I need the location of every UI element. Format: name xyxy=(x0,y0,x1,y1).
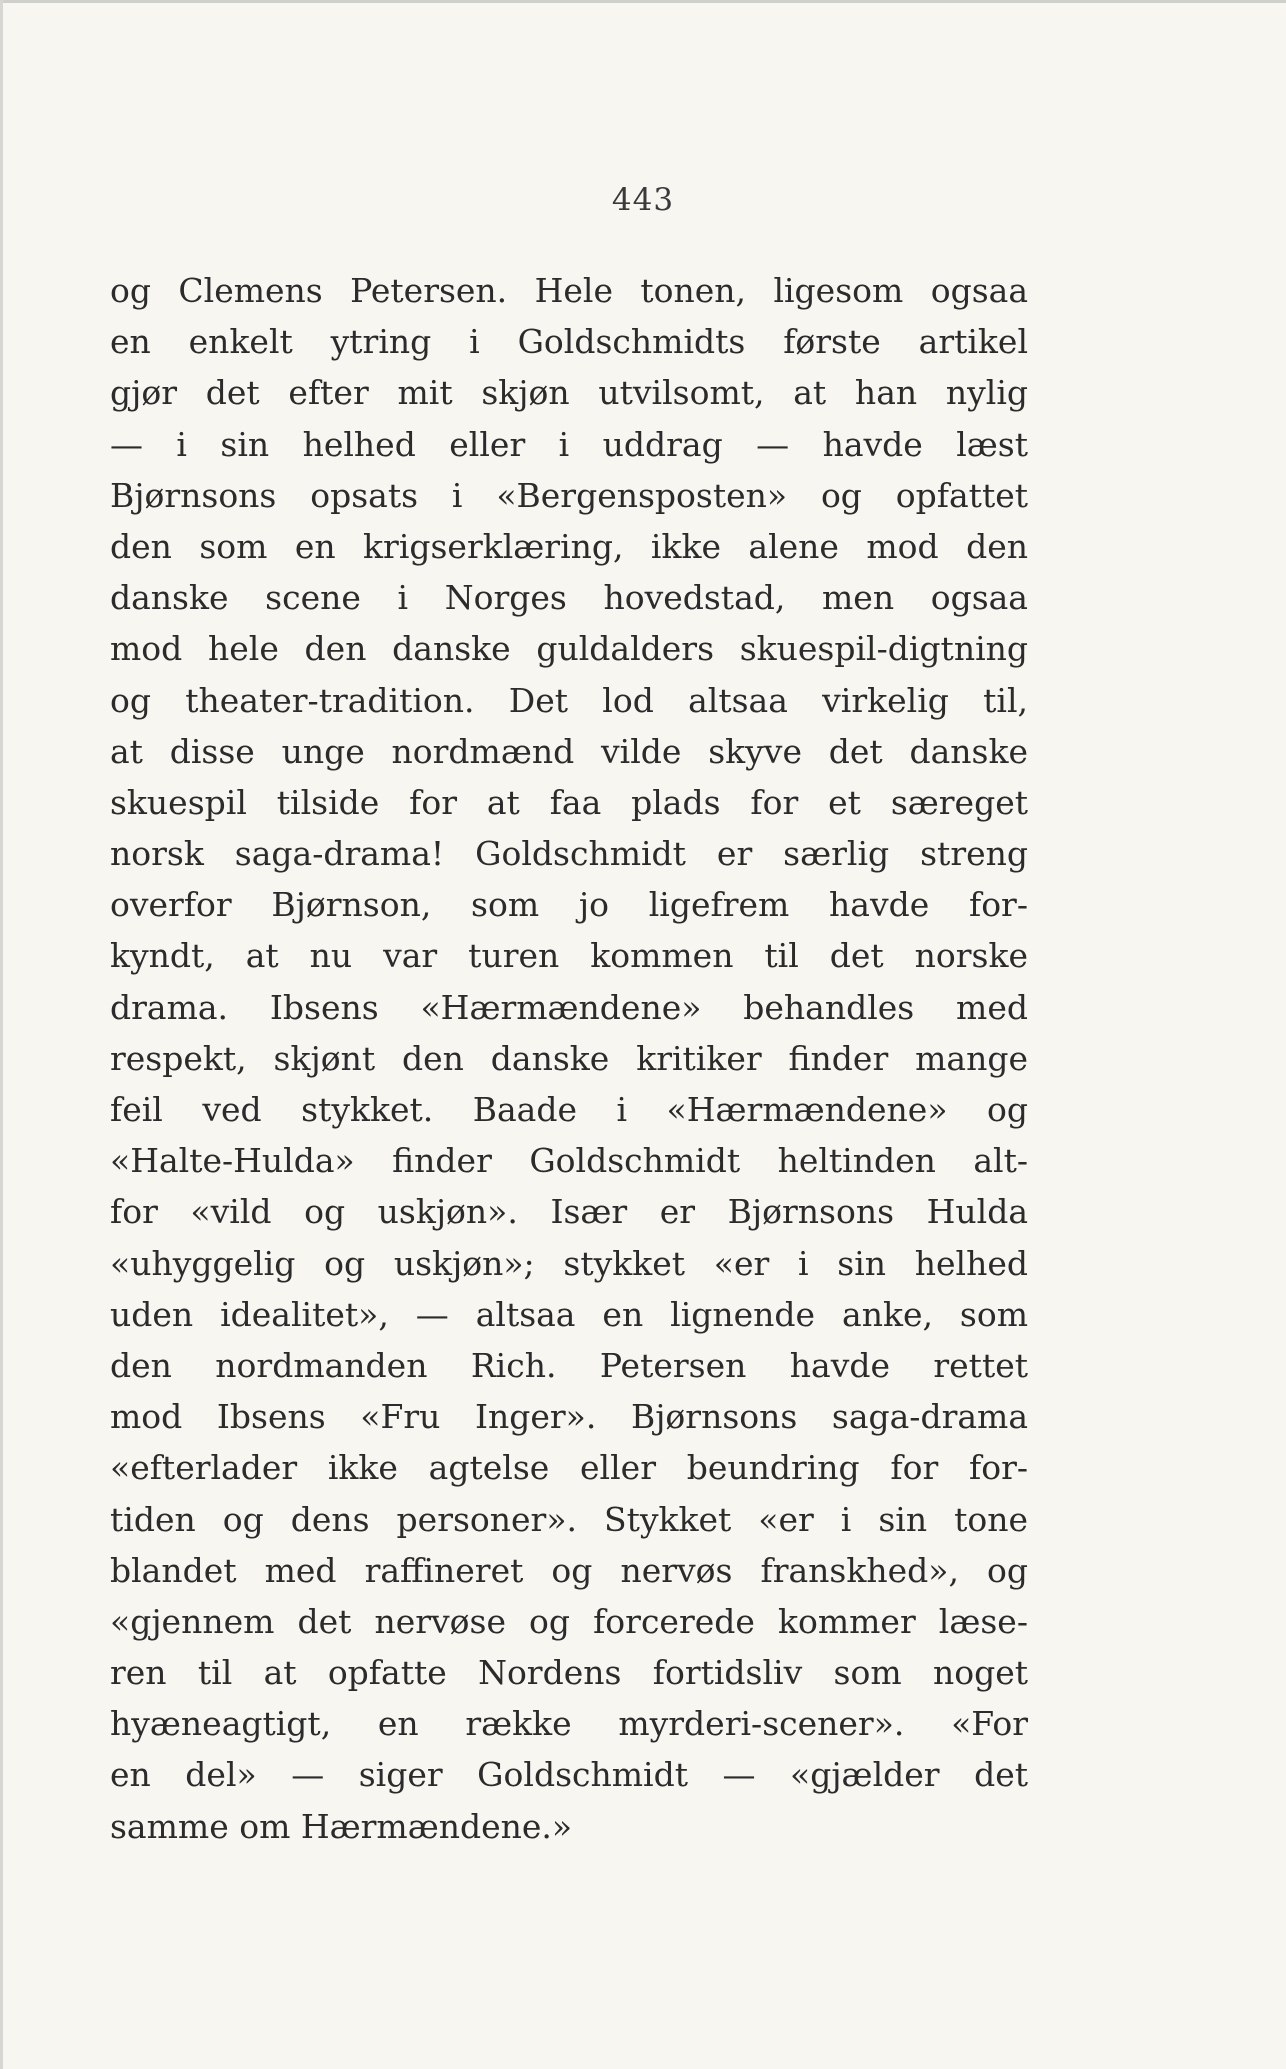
text-line: overfor Bjørnson, som jo ligefrem havde for- xyxy=(110,885,1028,925)
text-line: en del» — siger Goldschmidt — «gjælder det xyxy=(110,1755,1028,1795)
text-line: skuespil tilside for at faa plads for et særeget xyxy=(110,782,1028,822)
text-line: drama. Ibsens «Hærmændene» behandles med xyxy=(110,987,1028,1027)
text-line: mod hele den danske guldalders skuespil-digtning xyxy=(110,629,1028,669)
text-line: gjør det efter mit skjøn utvilsomt, at han nylig xyxy=(110,373,1028,413)
text-line: en enkelt ytring i Goldschmidts første artikel xyxy=(110,322,1028,362)
text-line: samme om Hærmændene.» xyxy=(110,1806,573,1846)
text-line: «efterlader ikke agtelse eller beundring for for- xyxy=(110,1448,1028,1488)
text-line: den som en krigserklæring, ikke alene mod den xyxy=(110,526,1028,566)
text-line: uden idealitet», — altsaa en lignende anke, som xyxy=(110,1294,1028,1334)
text-line: blandet med raffineret og nervøs franskhed», og xyxy=(110,1550,1028,1590)
page-left-edge xyxy=(0,0,3,2069)
text-line: at disse unge nordmænd vilde skyve det danske xyxy=(110,731,1028,771)
text-line: «Halte-Hulda» finder Goldschmidt heltinden alt- xyxy=(110,1141,1028,1181)
text-line: — i sin helhed eller i uddrag — havde læst xyxy=(110,424,1028,464)
text-line: danske scene i Norges hovedstad, men ogsaa xyxy=(110,578,1028,618)
text-line: kyndt, at nu var turen kommen til det norske xyxy=(110,936,1028,976)
text-line: hyæneagtigt, en række myrderi-scener». «For xyxy=(110,1704,1028,1744)
text-line: norsk saga-drama! Goldschmidt er særlig streng xyxy=(110,834,1028,874)
text-line: for «vild og uskjøn». Især er Bjørnsons Hulda xyxy=(110,1192,1028,1232)
text-line: den nordmanden Rich. Petersen havde rettet xyxy=(110,1345,1028,1385)
text-line: respekt, skjønt den danske kritiker finder mange xyxy=(110,1038,1028,1078)
page-number: 443 xyxy=(611,182,675,218)
text-line: tiden og dens personer». Stykket «er i sin tone xyxy=(110,1499,1028,1539)
text-line: og theater-tradition. Det lod altsaa virkelig til, xyxy=(110,680,1028,720)
page-top-edge xyxy=(0,0,1286,3)
text-line: mod Ibsens «Fru Inger». Bjørnsons saga-drama xyxy=(110,1397,1028,1437)
text-line: og Clemens Petersen. Hele tonen, ligesom ogsaa xyxy=(110,271,1028,310)
text-line: Bjørnsons opsats i «Bergensposten» og opfattet xyxy=(110,475,1028,515)
text-line: feil ved stykket. Baade i «Hærmændene» og xyxy=(110,1090,1028,1129)
text-line: ren til at opfatte Nordens fortidsliv som noget xyxy=(110,1653,1028,1693)
body-text xyxy=(110,265,1028,1852)
text-line: «gjennem det nervøse og forcerede kommer læse- xyxy=(110,1601,1028,1641)
text-line: «uhyggelig og uskjøn»; stykket «er i sin helhed xyxy=(110,1243,1028,1283)
